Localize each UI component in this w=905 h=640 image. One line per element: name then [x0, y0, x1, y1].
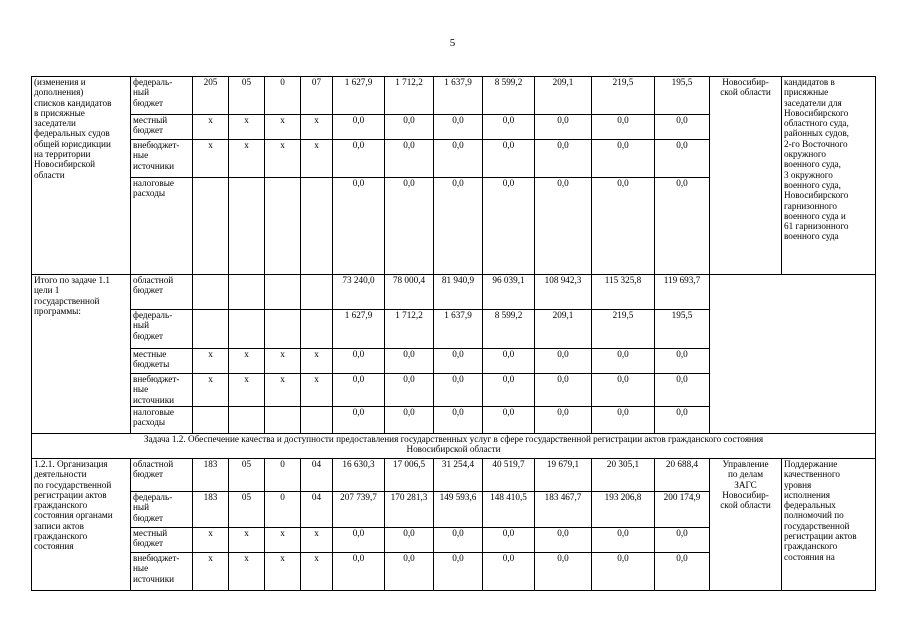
code-cell: 05 [229, 492, 265, 528]
code-cell: х [193, 140, 229, 178]
funding-source-cell: внебюджет- ные источники [131, 374, 193, 407]
code-cell: х [193, 528, 229, 553]
code-cell [229, 178, 265, 275]
task-header-row [32, 434, 876, 459]
value-cell: 0,0 [592, 528, 655, 553]
value-cell: 0,0 [592, 553, 655, 591]
code-cell [193, 275, 229, 310]
code-cell: х [301, 528, 333, 553]
value-cell: 195,5 [655, 77, 710, 115]
code-cell [265, 275, 301, 310]
value-cell: 0,0 [535, 407, 592, 434]
value-cell: 0,0 [592, 349, 655, 374]
value-cell: 0,0 [483, 178, 535, 275]
funding-source-cell: областной бюджет [131, 459, 193, 492]
value-cell: 1 637,9 [434, 77, 483, 115]
value-cell: 0,0 [655, 528, 710, 553]
value-cell: 0,0 [535, 374, 592, 407]
code-cell: 183 [193, 459, 229, 492]
value-cell: 0,0 [333, 140, 385, 178]
executor-cell: Управление по делам ЗАГС Новосибир- ской области [710, 459, 782, 591]
value-cell: 0,0 [535, 115, 592, 140]
measure-name-cell: Итого по задаче 1.1 цели 1 государственной программы: [32, 275, 131, 434]
code-cell: х [301, 349, 333, 374]
code-cell: х [265, 528, 301, 553]
value-cell: 193 206,8 [592, 492, 655, 528]
code-cell: х [193, 349, 229, 374]
value-cell: 148 410,5 [483, 492, 535, 528]
value-cell: 0,0 [434, 115, 483, 140]
code-cell: х [229, 374, 265, 407]
page-number: 5 [449, 37, 456, 49]
code-cell: 0 [265, 492, 301, 528]
table-row [32, 275, 876, 310]
code-cell: 183 [193, 492, 229, 528]
value-cell: 119 693,7 [655, 275, 710, 310]
value-cell: 40 519,7 [483, 459, 535, 492]
value-cell: 0,0 [655, 140, 710, 178]
code-cell: х [265, 140, 301, 178]
value-cell: 209,1 [535, 77, 592, 115]
value-cell: 0,0 [333, 553, 385, 591]
code-cell: 205 [193, 77, 229, 115]
value-cell: 0,0 [333, 115, 385, 140]
value-cell: 195,5 [655, 310, 710, 349]
value-cell: 17 006,5 [385, 459, 434, 492]
code-cell: 04 [301, 492, 333, 528]
value-cell: 219,5 [592, 77, 655, 115]
budget-table [31, 76, 876, 591]
table-row [32, 77, 876, 115]
value-cell: 207 739,7 [333, 492, 385, 528]
code-cell: х [229, 553, 265, 591]
value-cell: 0,0 [655, 115, 710, 140]
value-cell: 0,0 [434, 528, 483, 553]
value-cell: 78 000,4 [385, 275, 434, 310]
value-cell: 0,0 [483, 407, 535, 434]
funding-source-cell: внебюджет- ные источники [131, 553, 193, 591]
value-cell: 0,0 [592, 374, 655, 407]
value-cell: 0,0 [333, 349, 385, 374]
code-cell [193, 178, 229, 275]
measure-name-cell: 1.2.1. Организация деятельности по государственной регистрации актов гражданского состояния органами записи актов гражданского состояния [32, 459, 131, 591]
value-cell: 0,0 [483, 374, 535, 407]
value-cell: 0,0 [483, 349, 535, 374]
value-cell: 0,0 [655, 553, 710, 591]
funding-source-cell: федераль- ный бюджет [131, 77, 193, 115]
value-cell: 8 599,2 [483, 310, 535, 349]
executor-cell: Новосибир- ской области [710, 77, 782, 275]
value-cell: 209,1 [535, 310, 592, 349]
code-cell: 05 [229, 459, 265, 492]
value-cell: 183 467,7 [535, 492, 592, 528]
code-cell: 0 [265, 459, 301, 492]
value-cell: 96 039,1 [483, 275, 535, 310]
code-cell: х [265, 553, 301, 591]
value-cell: 0,0 [385, 553, 434, 591]
value-cell: 200 174,9 [655, 492, 710, 528]
value-cell: 219,5 [592, 310, 655, 349]
funding-source-cell: местный бюджет [131, 115, 193, 140]
code-cell [301, 275, 333, 310]
value-cell: 19 679,1 [535, 459, 592, 492]
expected-result-cell: Поддержание качественного уровня исполнения федеральных полномочий по государственной регистрации актов гражданского состояния на [782, 459, 876, 591]
value-cell: 0,0 [434, 178, 483, 275]
value-cell: 16 630,3 [333, 459, 385, 492]
value-cell: 0,0 [535, 349, 592, 374]
table-row [32, 459, 876, 492]
value-cell: 1 712,2 [385, 77, 434, 115]
code-cell: х [193, 115, 229, 140]
task-header-cell: Задача 1.2. Обеспечение качества и доступности предоставления государственных услуг в сфере государственной регистрации актов гражданского состояния Новосибирской области [32, 434, 876, 459]
value-cell: 0,0 [385, 349, 434, 374]
funding-source-cell: федераль- ный бюджет [131, 492, 193, 528]
code-cell [301, 178, 333, 275]
value-cell: 0,0 [434, 407, 483, 434]
code-cell: х [265, 349, 301, 374]
value-cell: 0,0 [434, 553, 483, 591]
code-cell: х [301, 374, 333, 407]
code-cell [229, 407, 265, 434]
value-cell: 0,0 [434, 140, 483, 178]
code-cell: х [229, 528, 265, 553]
code-cell: 0 [265, 77, 301, 115]
value-cell: 0,0 [592, 140, 655, 178]
value-cell: 0,0 [385, 407, 434, 434]
value-cell: 0,0 [434, 349, 483, 374]
value-cell: 8 599,2 [483, 77, 535, 115]
code-cell: 05 [229, 77, 265, 115]
code-cell [301, 407, 333, 434]
value-cell: 20 688,4 [655, 459, 710, 492]
value-cell: 0,0 [333, 178, 385, 275]
measure-name-cell: (изменения и дополнения) списков кандидатов в присяжные заседатели федеральных судов общей юрисдикции на территории Новосибирской области [32, 77, 131, 275]
funding-source-cell: местный бюджет [131, 528, 193, 553]
value-cell: 1 627,9 [333, 310, 385, 349]
code-cell: х [265, 374, 301, 407]
value-cell: 0,0 [483, 528, 535, 553]
value-cell: 0,0 [333, 374, 385, 407]
value-cell: 1 627,9 [333, 77, 385, 115]
code-cell: х [229, 140, 265, 178]
code-cell [265, 310, 301, 349]
funding-source-cell: внебюджет- ные источники [131, 140, 193, 178]
value-cell: 0,0 [333, 407, 385, 434]
value-cell: 115 325,8 [592, 275, 655, 310]
value-cell: 0,0 [483, 115, 535, 140]
code-cell: х [301, 553, 333, 591]
code-cell [265, 407, 301, 434]
code-cell: х [229, 115, 265, 140]
code-cell [193, 407, 229, 434]
code-cell [229, 275, 265, 310]
value-cell: 0,0 [655, 178, 710, 275]
code-cell: х [265, 115, 301, 140]
funding-source-cell: налоговые расходы [131, 407, 193, 434]
value-cell: 0,0 [592, 178, 655, 275]
funding-source-cell: налоговые расходы [131, 178, 193, 275]
code-cell [193, 310, 229, 349]
value-cell: 149 593,6 [434, 492, 483, 528]
value-cell: 1 712,2 [385, 310, 434, 349]
code-cell: 07 [301, 77, 333, 115]
code-cell: х [301, 140, 333, 178]
value-cell: 0,0 [535, 553, 592, 591]
code-cell: 04 [301, 459, 333, 492]
funding-source-cell: областной бюджет [131, 275, 193, 310]
value-cell: 0,0 [483, 140, 535, 178]
code-cell [229, 310, 265, 349]
value-cell: 0,0 [385, 374, 434, 407]
value-cell: 0,0 [385, 140, 434, 178]
value-cell: 0,0 [655, 407, 710, 434]
value-cell: 0,0 [483, 553, 535, 591]
funding-source-cell: федераль- ный бюджет [131, 310, 193, 349]
value-cell: 170 281,3 [385, 492, 434, 528]
value-cell: 0,0 [385, 115, 434, 140]
value-cell: 31 254,4 [434, 459, 483, 492]
funding-source-cell: местные бюджеты [131, 349, 193, 374]
value-cell: 0,0 [535, 140, 592, 178]
code-cell: х [193, 374, 229, 407]
value-cell: 0,0 [655, 374, 710, 407]
value-cell: 73 240,0 [333, 275, 385, 310]
value-cell: 0,0 [385, 528, 434, 553]
value-cell: 0,0 [434, 374, 483, 407]
value-cell: 1 637,9 [434, 310, 483, 349]
code-cell [301, 310, 333, 349]
value-cell: 0,0 [333, 528, 385, 553]
value-cell: 20 305,1 [592, 459, 655, 492]
value-cell: 0,0 [655, 349, 710, 374]
code-cell [265, 178, 301, 275]
value-cell: 0,0 [592, 115, 655, 140]
code-cell: х [301, 115, 333, 140]
value-cell: 0,0 [592, 407, 655, 434]
value-cell: 108 942,3 [535, 275, 592, 310]
value-cell: 0,0 [535, 178, 592, 275]
expected-result-cell: кандидатов в присяжные заседатели для Новосибирского областного суда, районных судов, 2-го Восточного окружного военного суда, 3 окружного военного суда, Новосибирского гарнизонного военного суда и 61 гарнизонного военного суда [782, 77, 876, 275]
empty-cell [710, 275, 876, 434]
code-cell: х [193, 553, 229, 591]
value-cell: 0,0 [535, 528, 592, 553]
value-cell: 81 940,9 [434, 275, 483, 310]
value-cell: 0,0 [385, 178, 434, 275]
code-cell: х [229, 349, 265, 374]
